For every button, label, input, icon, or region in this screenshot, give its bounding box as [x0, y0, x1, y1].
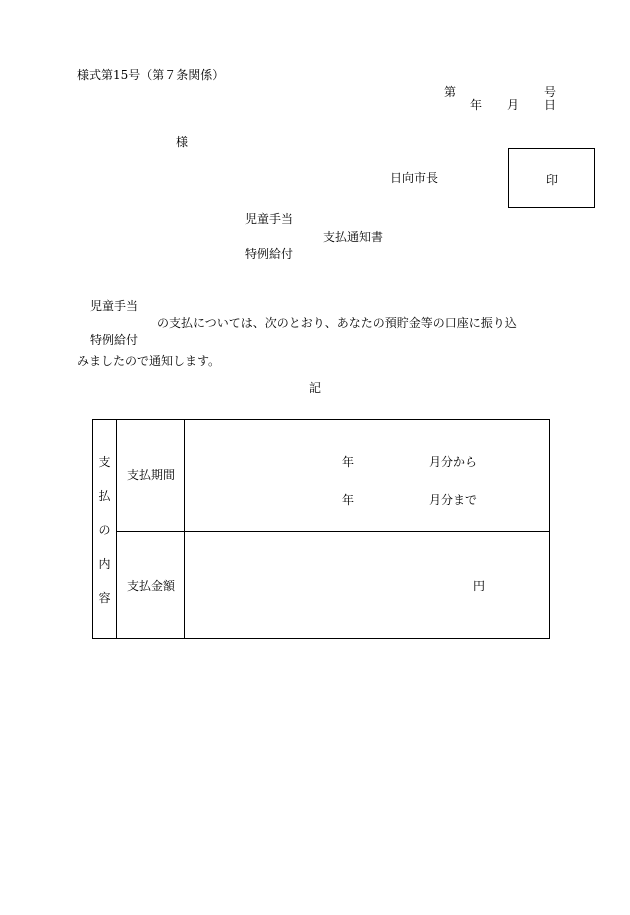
vertical-label-char: 払 [98, 489, 111, 503]
vertical-label-cell [93, 420, 117, 639]
vertical-label-char: 容 [98, 591, 111, 605]
body-option-special-benefit: 特例給付 [90, 333, 139, 347]
payment-details-table [92, 419, 550, 639]
date-month: 月 [507, 98, 520, 112]
period-from-month: 月分から [429, 455, 478, 469]
date-year: 年 [470, 98, 483, 112]
period-to-year: 年 [342, 493, 355, 507]
doc-number-suffix: 号 [544, 85, 557, 99]
vertical-label-char: の [98, 523, 111, 537]
amount-label: 支払金額 [127, 579, 176, 593]
vertical-label-char: 支 [98, 455, 111, 469]
body-line-1: の支払については、次のとおり、あなたの預貯金等の口座に振り込 [157, 316, 517, 330]
amount-unit: 円 [473, 579, 486, 593]
period-label: 支払期間 [127, 468, 176, 482]
title-option-special-benefit: 特例給付 [245, 247, 294, 261]
seal-label: 印 [546, 173, 559, 187]
seal-box [508, 148, 595, 208]
period-from-year: 年 [342, 455, 355, 469]
period-label-cell [117, 420, 185, 532]
period-to-month: 月分まで [429, 493, 478, 507]
form-number: 様式第15号（第７条関係） [77, 68, 225, 82]
document-title: 支払通知書 [323, 230, 384, 244]
body-option-child-allowance: 児童手当 [90, 299, 139, 313]
date-day: 日 [544, 98, 557, 112]
period-value-cell [185, 420, 550, 532]
ki-heading: 記 [309, 381, 322, 395]
amount-value-cell [185, 532, 550, 639]
title-option-child-allowance: 児童手当 [245, 212, 294, 226]
body-line-2: みましたので通知します。 [77, 354, 221, 368]
amount-label-cell [117, 532, 185, 639]
issuer: 日向市長 [390, 171, 439, 185]
vertical-label-char: 内 [98, 557, 111, 571]
addressee-honorific: 様 [176, 135, 189, 149]
doc-number-prefix: 第 [444, 85, 457, 99]
